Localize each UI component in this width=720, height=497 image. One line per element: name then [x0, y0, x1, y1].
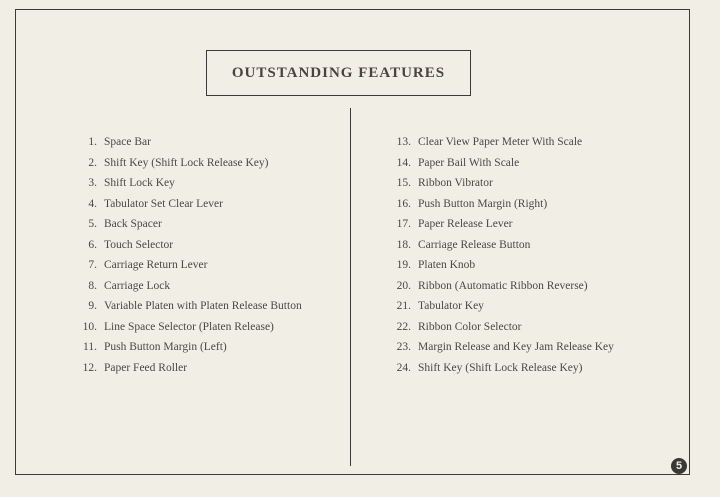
item-number: 15. — [396, 177, 411, 189]
item-number: 16. — [396, 197, 411, 210]
item-text: Push Button Margin (Right) — [418, 197, 548, 210]
list-item — [384, 216, 614, 237]
list-item — [384, 196, 614, 217]
item-text: Tabulator Key — [418, 300, 484, 312]
list-item — [70, 360, 302, 381]
feature-list-right — [384, 134, 614, 380]
item-text: Shift Key (Shift Lock Release Key) — [104, 156, 269, 169]
item-number: 13. — [396, 136, 411, 148]
list-item — [70, 196, 302, 217]
item-number: 19. — [396, 259, 411, 271]
page-title: OUTSTANDING FEATURES — [231, 64, 446, 81]
item-text: Ribbon Vibrator — [418, 177, 493, 189]
item-number: 3. — [88, 177, 97, 189]
item-text: Carriage Lock — [104, 279, 171, 292]
list-item — [70, 216, 302, 237]
list-item — [384, 339, 614, 360]
item-text: Carriage Return Lever — [104, 259, 208, 271]
list-item — [384, 360, 614, 381]
list-item — [384, 278, 614, 299]
item-number: 9. — [88, 300, 97, 312]
item-text: Ribbon Color Selector — [418, 320, 522, 333]
list-item — [384, 319, 614, 340]
list-item — [384, 237, 614, 258]
list-item — [70, 257, 302, 278]
item-number: 5. — [88, 218, 97, 230]
list-item — [70, 155, 302, 176]
item-number: 7. — [88, 259, 97, 271]
title-box — [206, 50, 471, 96]
list-item — [70, 134, 302, 155]
item-number: 14. — [396, 156, 411, 169]
item-text: Margin Release and Key Jam Release Key — [418, 341, 614, 353]
item-number: 4. — [88, 197, 97, 210]
list-item — [70, 319, 302, 340]
item-text: Shift Key (Shift Lock Release Key) — [418, 361, 583, 374]
item-text: Ribbon (Automatic Ribbon Reverse) — [418, 279, 588, 292]
list-item — [384, 298, 614, 319]
column-divider — [350, 108, 351, 466]
item-number: 24. — [396, 361, 411, 374]
list-item — [70, 298, 302, 319]
item-number: 2. — [88, 156, 97, 169]
item-text: Paper Feed Roller — [104, 361, 188, 374]
item-text: Carriage Release Button — [418, 238, 531, 251]
item-text: Platen Knob — [418, 259, 476, 271]
item-number: 10. — [82, 320, 97, 333]
item-text: Touch Selector — [104, 238, 174, 251]
list-item — [70, 175, 302, 196]
item-text: Paper Release Lever — [418, 218, 513, 230]
item-number: 6. — [88, 238, 97, 251]
item-text: Space Bar — [104, 136, 151, 148]
item-number: 11. — [83, 341, 97, 353]
item-text: Paper Bail With Scale — [418, 156, 520, 169]
item-text: Tabulator Set Clear Lever — [104, 197, 223, 210]
item-number: 23. — [396, 341, 411, 353]
feature-list-left — [70, 134, 302, 380]
item-text: Back Spacer — [104, 218, 162, 230]
list-item — [384, 155, 614, 176]
item-number: 18. — [396, 238, 411, 251]
list-item — [384, 134, 614, 155]
page-number: 5 — [671, 458, 687, 474]
list-item — [70, 278, 302, 299]
item-text: Shift Lock Key — [104, 177, 175, 189]
item-number: 12. — [82, 361, 97, 374]
item-number: 22. — [396, 320, 411, 333]
item-text: Line Space Selector (Platen Release) — [104, 320, 274, 333]
item-text: Variable Platen with Platen Release Button — [104, 300, 302, 312]
list-item — [384, 257, 614, 278]
item-text: Clear View Paper Meter With Scale — [418, 136, 583, 148]
item-number: 1. — [88, 136, 97, 148]
item-number: 21. — [396, 300, 411, 312]
list-item — [70, 339, 302, 360]
item-number: 17. — [396, 218, 411, 230]
item-number: 8. — [88, 279, 97, 292]
item-text: Push Button Margin (Left) — [104, 341, 227, 353]
list-item — [384, 175, 614, 196]
item-number: 20. — [396, 279, 411, 292]
list-item — [70, 237, 302, 258]
